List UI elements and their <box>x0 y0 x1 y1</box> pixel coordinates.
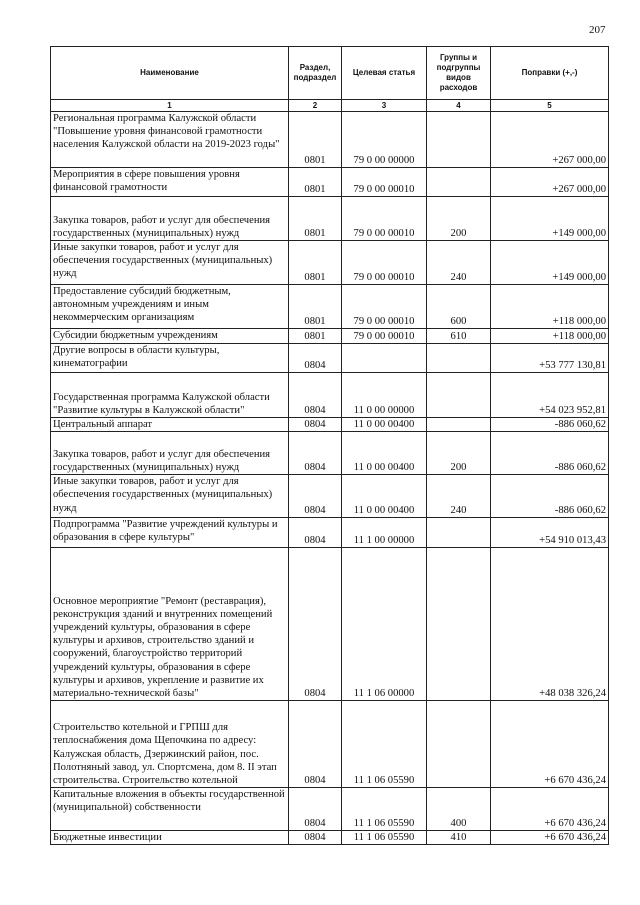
table-row <box>51 373 609 418</box>
row-section: 0801 <box>289 197 342 241</box>
row-name: Государственная программа Калужской области "Развитие культуры в Калужской области" <box>51 373 289 418</box>
row-amount: -886 060,62 <box>491 432 609 475</box>
table-row <box>51 831 609 845</box>
row-amount: +149 000,00 <box>491 241 609 285</box>
row-name: Другие вопросы в области культуры, кинематографии <box>51 344 289 373</box>
row-section: 0804 <box>289 831 342 845</box>
row-name: Основное мероприятие "Ремонт (реставрация), реконструкция зданий и внутренних помещений учреждений культуры, образования в сфере культуры и архивов, строительство зданий и сооружений, благоустройство территорий учреждений культуры, образования в сфере культуры и архивов, укрепление и развитие их материально-технической базы" <box>51 548 289 701</box>
row-section: 0804 <box>289 701 342 788</box>
row-amount: +118 000,00 <box>491 285 609 329</box>
row-name: Региональная программа Калужской области "Повышение уровня финансовой грамотности населения Калужской области на 2019-2023 годы" <box>51 112 289 168</box>
header-section: Раздел, подраздел <box>289 47 342 100</box>
row-amount: +6 670 436,24 <box>491 701 609 788</box>
row-group: 610 <box>427 329 491 344</box>
header-amount: Поправки (+,-) <box>491 47 609 100</box>
row-group <box>427 418 491 432</box>
table-row <box>51 548 609 701</box>
row-section: 0801 <box>289 285 342 329</box>
row-article: 11 1 06 05590 <box>342 788 427 831</box>
table-row <box>51 197 609 241</box>
row-section: 0804 <box>289 475 342 518</box>
page-number: 207 <box>589 24 606 36</box>
row-name: Субсидии бюджетным учреждениям <box>51 329 289 344</box>
table-row <box>51 701 609 788</box>
row-group: 600 <box>427 285 491 329</box>
column-number: 4 <box>427 100 491 112</box>
column-number: 5 <box>491 100 609 112</box>
row-name: Предоставление субсидий бюджетным, автономным учреждениям и иным некоммерческим организациям <box>51 285 289 329</box>
header-name: Наименование <box>51 47 289 100</box>
row-article: 79 0 00 00010 <box>342 285 427 329</box>
row-amount: +267 000,00 <box>491 112 609 168</box>
row-group: 200 <box>427 432 491 475</box>
row-amount: +267 000,00 <box>491 168 609 197</box>
row-article: 11 0 00 00000 <box>342 373 427 418</box>
row-article: 11 1 06 00000 <box>342 548 427 701</box>
row-name: Подпрограмма "Развитие учреждений культуры и образования в сфере культуры" <box>51 518 289 548</box>
table-row <box>51 168 609 197</box>
header-article: Целевая статья <box>342 47 427 100</box>
table-row <box>51 285 609 329</box>
row-name: Закупка товаров, работ и услуг для обеспечения государственных (муниципальных) нужд <box>51 432 289 475</box>
row-article: 79 0 00 00010 <box>342 241 427 285</box>
row-group <box>427 344 491 373</box>
row-amount: +149 000,00 <box>491 197 609 241</box>
row-group <box>427 701 491 788</box>
table-row <box>51 418 609 432</box>
table-row <box>51 432 609 475</box>
row-group: 200 <box>427 197 491 241</box>
header-group: Группы и подгруппы видов расходов <box>427 47 491 100</box>
table-row <box>51 788 609 831</box>
table-row <box>51 241 609 285</box>
row-section: 0804 <box>289 432 342 475</box>
row-group <box>427 518 491 548</box>
column-number: 3 <box>342 100 427 112</box>
budget-table <box>50 46 609 845</box>
row-name: Иные закупки товаров, работ и услуг для обеспечения государственных (муниципальных) нужд <box>51 475 289 518</box>
row-article: 79 0 00 00000 <box>342 112 427 168</box>
row-section: 0801 <box>289 168 342 197</box>
row-article: 79 0 00 00010 <box>342 197 427 241</box>
column-number: 1 <box>51 100 289 112</box>
row-article: 11 0 00 00400 <box>342 475 427 518</box>
row-section: 0804 <box>289 373 342 418</box>
row-amount: +118 000,00 <box>491 329 609 344</box>
table-row <box>51 344 609 373</box>
row-section: 0801 <box>289 112 342 168</box>
row-name: Иные закупки товаров, работ и услуг для обеспечения государственных (муниципальных) нужд <box>51 241 289 285</box>
table-row <box>51 329 609 344</box>
row-group: 400 <box>427 788 491 831</box>
row-article: 11 1 06 05590 <box>342 831 427 845</box>
row-section: 0804 <box>289 344 342 373</box>
row-amount: +53 777 130,81 <box>491 344 609 373</box>
row-group <box>427 548 491 701</box>
row-section: 0804 <box>289 548 342 701</box>
row-group: 240 <box>427 241 491 285</box>
row-group <box>427 168 491 197</box>
row-section: 0801 <box>289 329 342 344</box>
row-article: 11 0 00 00400 <box>342 418 427 432</box>
row-article <box>342 344 427 373</box>
row-article: 79 0 00 00010 <box>342 329 427 344</box>
row-article: 11 0 00 00400 <box>342 432 427 475</box>
row-name: Бюджетные инвестиции <box>51 831 289 845</box>
row-section: 0801 <box>289 241 342 285</box>
row-amount: -886 060,62 <box>491 418 609 432</box>
row-name: Центральный аппарат <box>51 418 289 432</box>
row-section: 0804 <box>289 518 342 548</box>
row-article: 79 0 00 00010 <box>342 168 427 197</box>
row-group <box>427 112 491 168</box>
row-name: Капитальные вложения в объекты государственной (муниципальной) собственности <box>51 788 289 831</box>
row-section: 0804 <box>289 788 342 831</box>
row-group: 410 <box>427 831 491 845</box>
row-amount: +6 670 436,24 <box>491 831 609 845</box>
table-row <box>51 518 609 548</box>
row-amount: +48 038 326,24 <box>491 548 609 701</box>
table-row <box>51 112 609 168</box>
row-amount: +54 023 952,81 <box>491 373 609 418</box>
row-group <box>427 373 491 418</box>
column-number: 2 <box>289 100 342 112</box>
row-amount: -886 060,62 <box>491 475 609 518</box>
row-name: Строительство котельной и ГРПШ для теплоснабжения дома Щепочкина по адресу: Калужская область, Дзержинский район, пос. Полотняный завод, ул. Спортсмена, дом 8. II этап строительства. Строительство котельной <box>51 701 289 788</box>
row-group: 240 <box>427 475 491 518</box>
row-amount: +6 670 436,24 <box>491 788 609 831</box>
row-name: Закупка товаров, работ и услуг для обеспечения государственных (муниципальных) нужд <box>51 197 289 241</box>
row-amount: +54 910 013,43 <box>491 518 609 548</box>
row-section: 0804 <box>289 418 342 432</box>
row-name: Мероприятия в сфере повышения уровня финансовой грамотности <box>51 168 289 197</box>
row-article: 11 1 06 05590 <box>342 701 427 788</box>
row-article: 11 1 00 00000 <box>342 518 427 548</box>
table-row <box>51 475 609 518</box>
